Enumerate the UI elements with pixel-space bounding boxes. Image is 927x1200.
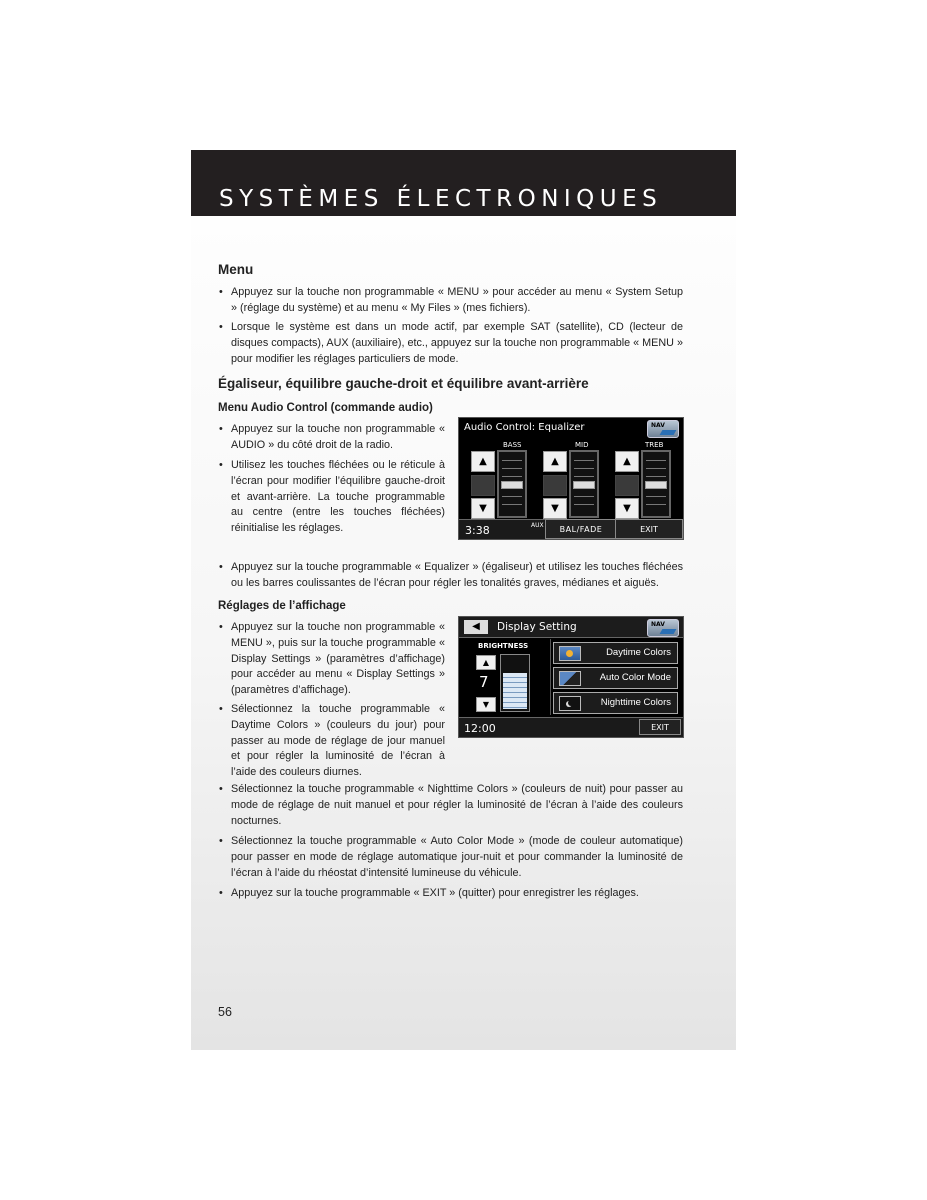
exit-button[interactable]: EXIT [639, 719, 681, 735]
nighttime-colors-button[interactable] [553, 692, 678, 714]
menu-bullet-1: • Appuyez sur la touche non programmable « MENU » pour accéder au menu « System Setup » (réglage du système) et au menu « My Files » (mes fichiers). [219, 286, 683, 314]
bal-fade-button[interactable]: BAL/FADE [545, 519, 617, 539]
treb-slider[interactable] [641, 450, 671, 518]
bass-up-arrow-icon[interactable]: ▲ [471, 451, 495, 472]
band-label-treb: TREB [645, 441, 664, 449]
display-settings-subheading: Réglages de l’affichage [218, 600, 346, 612]
daytime-colors-label: Daytime Colors [606, 647, 671, 658]
mid-slider[interactable] [569, 450, 599, 518]
bass-slider-thumb[interactable] [501, 481, 523, 489]
section-header-bar [191, 150, 736, 216]
exit-button[interactable]: EXIT [615, 519, 683, 539]
bass-slider[interactable] [497, 450, 527, 518]
auto-color-mode-button[interactable] [553, 667, 678, 689]
bass-center-button[interactable] [471, 475, 495, 496]
clock: 3:38 [465, 524, 490, 537]
nav-icon[interactable]: NAV [647, 420, 679, 438]
brightness-slider[interactable] [500, 654, 530, 712]
clock: 12:00 [464, 722, 496, 735]
mid-slider-thumb[interactable] [573, 481, 595, 489]
display-bullet-5: • Appuyez sur la touche programmable « EXIT » (quitter) pour enregistrer les réglages. [219, 887, 639, 899]
equalizer-screen-title: Audio Control: Equalizer [464, 422, 585, 433]
divider [550, 639, 551, 715]
band-label-mid: MID [575, 441, 589, 449]
section-title: SYSTÈMES ÉLECTRONIQUES [219, 186, 663, 212]
display-bullet-2: • Sélectionnez la touche programmable « Daytime Colors » (couleurs du jour) pour passer au mode de réglage de jour manuel et pour régler la luminosité de l’écran à l’aide des couleurs diurnes. [219, 703, 445, 779]
menu-heading: Menu [218, 262, 254, 277]
daytime-colors-button[interactable] [553, 642, 678, 664]
treb-up-arrow-icon[interactable]: ▲ [615, 451, 639, 472]
brightness-value: 7 [479, 673, 489, 691]
bass-down-arrow-icon[interactable]: ▼ [471, 498, 495, 519]
brightness-down-arrow-icon[interactable]: ▼ [476, 697, 496, 712]
auto-color-mode-label: Auto Color Mode [599, 672, 671, 683]
eq-bullet-3: • Appuyez sur la touche programmable « Equalizer » (égaliseur) et utilisez les touches fléchées ou les barres coulissantes de l’écran pour régler les tonalités graves, médianes et aiguës. [219, 561, 683, 589]
display-screen-title: Display Setting [497, 621, 577, 633]
moon-icon [559, 696, 581, 711]
source-label: AUX [531, 522, 544, 529]
eq-bullet-1: • Appuyez sur la touche non programmable « AUDIO » du côté droit de la radio. [219, 423, 445, 451]
band-label-bass: BASS [503, 441, 522, 449]
treb-slider-thumb[interactable] [645, 481, 667, 489]
display-bullet-4: • Sélectionnez la touche programmable « Auto Color Mode » (mode de couleur automatique) pour passer en mode de réglage automatique jour-nuit et pour commander la luminosité de l’écran à l’aide du rhéostat d’intensité lumineuse du véhicule. [219, 835, 683, 879]
display-bullet-3: • Sélectionnez la touche programmable « Nighttime Colors » (couleurs de nuit) pour passer au mode de réglage de nuit manuel et pour régler la luminosité de l’écran à l’aide des couleurs nocturnes. [219, 783, 683, 827]
audio-control-subheading: Menu Audio Control (commande audio) [218, 402, 433, 414]
page-number: 56 [218, 1005, 232, 1019]
sun-icon [559, 646, 581, 661]
brightness-level-fill [503, 673, 527, 709]
mid-center-button[interactable] [543, 475, 567, 496]
mid-up-arrow-icon[interactable]: ▲ [543, 451, 567, 472]
eq-bullet-2: • Utilisez les touches fléchées ou le réticule à l’écran pour modifier l’équilibre gauche-droit et avant-arrière. La touche programmable au centre (entre les touches fléchées) réinitialise les réglages. [219, 459, 445, 535]
day-night-icon [559, 671, 581, 686]
brightness-up-arrow-icon[interactable]: ▲ [476, 655, 496, 670]
menu-bullet-2: • Lorsque le système est dans un mode actif, par exemple SAT (satellite), CD (lecteur de disques compacts), AUX (auxiliaire), etc., appuyez sur la touche non programmable « MENU » pour modifier les réglages particuliers de mode. [219, 321, 683, 365]
brightness-label: BRIGHTNESS [478, 642, 529, 650]
mid-down-arrow-icon[interactable]: ▼ [543, 498, 567, 519]
treb-down-arrow-icon[interactable]: ▼ [615, 498, 639, 519]
equalizer-screen [458, 417, 684, 540]
treb-center-button[interactable] [615, 475, 639, 496]
nav-icon[interactable]: NAV [647, 619, 679, 637]
nighttime-colors-label: Nighttime Colors [600, 697, 671, 708]
back-arrow-icon[interactable]: ◀ [464, 620, 488, 634]
equalizer-heading: Égaliseur, équilibre gauche-droit et équilibre avant-arrière [218, 376, 589, 391]
display-bullet-1: • Appuyez sur la touche non programmable « MENU », puis sur la touche programmable « Display Settings » (paramètres d’affichage) pour accéder au menu « Display Settings » (paramètres d’affichage). [219, 621, 445, 697]
